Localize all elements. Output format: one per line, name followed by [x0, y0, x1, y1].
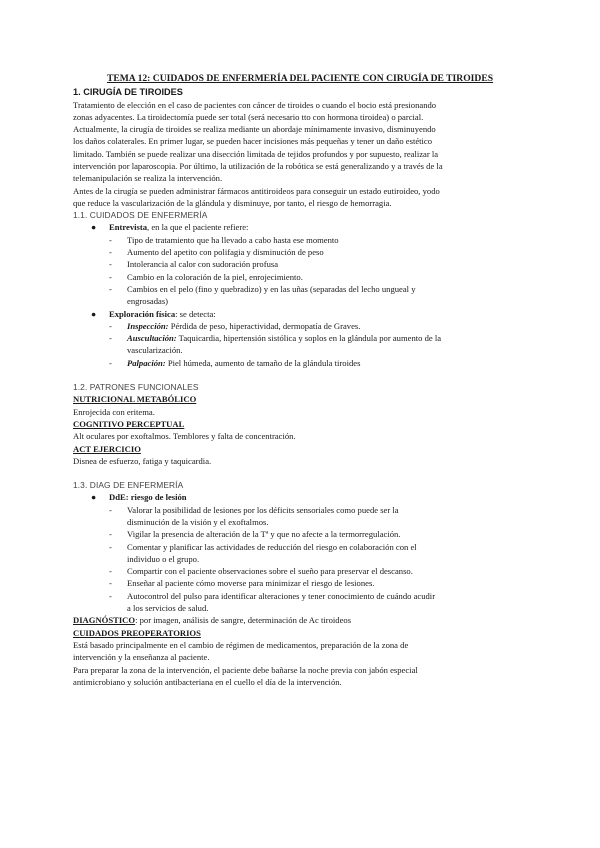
auscultacion-text: Taquicardia, hipertensión sistólica y soplos en la glándula por aumento de la	[176, 333, 442, 344]
text-line: telemanipulación se realiza la intervención.	[73, 173, 223, 184]
list-item	[109, 258, 528, 270]
subsection-heading-diag: 1.3. DIAG DE ENFERMERÍA	[73, 480, 184, 491]
patron-cognitivo-text: Alt oculares por exoftalmos. Temblores y falta de concentración.	[73, 431, 296, 442]
list-item	[109, 577, 528, 589]
list-item	[109, 528, 528, 540]
list-item-text: Comentar y planificar las actividades de reducción del riesgo en colaboración con el	[127, 541, 417, 552]
list-item-text: Intolerancia al calor con sudoración profusa	[127, 259, 279, 270]
text-line: que reduce la vascularización de la glándula y disminuye, por tanto, el riesgo de hemorragia.	[73, 197, 392, 208]
list-item	[109, 320, 528, 332]
paragraph-antitiroideos	[73, 185, 528, 210]
list-item	[109, 590, 528, 615]
list-item-exploracion	[73, 308, 528, 369]
list-item-text: Cambios en el pelo (fino y quebradizo) y en las uñas (separadas del lecho ungueal y	[127, 283, 416, 294]
palpacion-text: Piel húmeda, aumento de tamaño de la glándula tiroides	[165, 357, 361, 368]
dash-icon: -	[109, 504, 112, 515]
list-item-text: disminución de la visión y el exoftalmos.	[127, 517, 269, 527]
dash-icon: -	[109, 590, 112, 601]
list-item-text: individuo o el grupo.	[127, 553, 200, 564]
spacer	[73, 467, 528, 479]
auscultacion-text-cont: vascularización.	[127, 345, 183, 356]
list-item	[109, 283, 528, 308]
cuidados-list	[73, 221, 528, 369]
dash-icon: -	[109, 541, 112, 552]
list-item-text: Vigilar la presencia de alteración de la Tª y que no afecte a la termorregulación.	[127, 529, 401, 540]
document-body	[73, 72, 528, 688]
text-line: Está basado principalmente en el cambio de régimen de medicamentos, preparación de la zona de	[73, 639, 409, 650]
list-item-dde	[73, 491, 528, 614]
inspeccion-text: Pérdida de peso, hiperactividad, dermopatía de Graves.	[168, 320, 361, 331]
dash-icon: -	[109, 333, 112, 344]
dash-icon: -	[109, 566, 112, 577]
dash-icon: -	[109, 357, 112, 368]
list-item	[109, 271, 528, 283]
preop-title: CUIDADOS PREOPERATORIOS	[73, 627, 201, 638]
list-item-text: Tipo de tratamiento que ha llevado a cabo hasta ese momento	[127, 234, 339, 245]
list-item-text: Valorar la posibilidad de lesiones por los déficits sensoriales como puede ser la	[127, 504, 399, 515]
text-line: intervención y la enseñanza al paciente.	[73, 652, 210, 663]
dde-label: DdE: riesgo de lesión	[109, 492, 187, 503]
list-item-entrevista	[73, 221, 528, 307]
inspeccion-label: Inspección:	[127, 320, 169, 331]
list-item-text: Autocontrol del pulso para identificar alteraciones y tener conocimiento de cuándo acudir	[127, 590, 436, 601]
list-item	[109, 246, 528, 258]
exploracion-sublist	[109, 320, 528, 369]
bullet-icon: ●	[91, 222, 97, 233]
text-line: Tratamiento de elección en el caso de pacientes con cáncer de tiroides o cuando el bocio está presionando	[73, 99, 437, 110]
text-line: limitado. También se puede realizar una disección limitada de tejidos profundos y por supuesto, realizar la	[73, 148, 439, 159]
list-item-text: Enseñar al paciente cómo moverse para minimizar el riesgo de lesiones.	[127, 578, 375, 589]
bullet-icon: ●	[91, 492, 97, 503]
dash-icon: -	[109, 578, 112, 589]
entrevista-sublist	[109, 234, 528, 308]
diagnostico-line	[73, 614, 528, 626]
dde-sublist	[109, 504, 528, 615]
list-item	[109, 332, 528, 357]
list-item-text: Cambio en la coloración de la piel, enrojecimiento.	[127, 271, 303, 282]
dash-icon: -	[109, 283, 112, 294]
list-item	[109, 565, 528, 577]
text-line: los daños colaterales. En primer lugar, se pueden hacer incisiones más pequeñas y tener un daño estético	[73, 136, 433, 147]
patron-nutricional-text: Enrojecida con eritema.	[73, 406, 155, 417]
list-item-text: engrosadas)	[127, 296, 169, 307]
subsection-heading-patrones: 1.2. PATRONES FUNCIONALES	[73, 382, 199, 393]
text-line: Actualmente, la cirugía de tiroides se realiza mediante un abordaje mínimamente invasivo, disminuyendo	[73, 124, 436, 135]
bullet-icon: ●	[91, 308, 97, 319]
diagnostico-text: : por imagen, análisis de sangre, determinación de Ac tiroideos	[135, 615, 352, 626]
text-line: antimicrobiano y solución antibacteriana en el cuello el día de la intervención.	[73, 676, 342, 687]
exploracion-label: Exploración física	[109, 308, 176, 319]
dash-icon: -	[109, 271, 112, 282]
subsection-heading-cuidados: 1.1. CUIDADOS DE ENFERMERÍA	[73, 210, 208, 221]
text-line: Antes de la cirugía se pueden administrar fármacos antitiroideos para conseguir un estado eutiroideo, yodo	[73, 185, 440, 196]
patron-cognitivo-title: COGNITIVO PERCEPTUAL	[73, 418, 185, 429]
list-item	[109, 541, 528, 566]
paragraph-preop	[73, 639, 528, 688]
list-item-text: a los servicios de salud.	[127, 603, 209, 614]
section-heading-cirugia: 1. CIRUGÍA DE TIROIDES	[73, 87, 183, 97]
dash-icon: -	[109, 320, 112, 331]
patron-actividad-text: Disnea de esfuerzo, fatiga y taquicardia.	[73, 455, 212, 466]
patron-actividad-title: ACT EJERCICIO	[73, 443, 141, 454]
dash-icon: -	[109, 259, 112, 270]
diag-list	[73, 491, 528, 614]
list-item	[109, 234, 528, 246]
paragraph-intro	[73, 99, 528, 185]
text-line: intervención por laparoscopia. Por último, la utilización de la robótica se está generalizando y a través de la	[73, 160, 443, 171]
palpacion-label: Palpación:	[127, 357, 166, 368]
entrevista-label: Entrevista	[109, 222, 148, 233]
list-item	[109, 357, 528, 369]
list-item	[109, 504, 528, 529]
auscultacion-label: Auscultación:	[127, 333, 177, 344]
text-line: zonas adyacentes. La tiroidectomía puede ser total (será necesario tto con hormona tiroidea) o parcial.	[73, 111, 424, 122]
dash-icon: -	[109, 529, 112, 540]
patron-nutricional-title: NUTRICIONAL METABÓLICO	[73, 394, 197, 405]
spacer	[73, 369, 528, 381]
exploracion-text: : se detecta:	[175, 308, 216, 319]
list-item-text: Compartir con el paciente observaciones sobre el sueño para preservar el descanso.	[127, 566, 413, 577]
diagnostico-label: DIAGNÓSTICO	[73, 615, 136, 626]
document-title: TEMA 12: CUIDADOS DE ENFERMERÍA DEL PACIENTE CON CIRUGÍA DE TIROIDES	[106, 73, 494, 84]
list-item-text: Aumento del apetito con polifagia y disminución de peso	[127, 247, 324, 258]
text-line: Para preparar la zona de la intervención, el paciente debe bañarse la noche previa con jabón especial	[73, 664, 418, 675]
dash-icon: -	[109, 234, 112, 245]
entrevista-text: , en la que el paciente refiere:	[147, 222, 249, 233]
dash-icon: -	[109, 247, 112, 258]
